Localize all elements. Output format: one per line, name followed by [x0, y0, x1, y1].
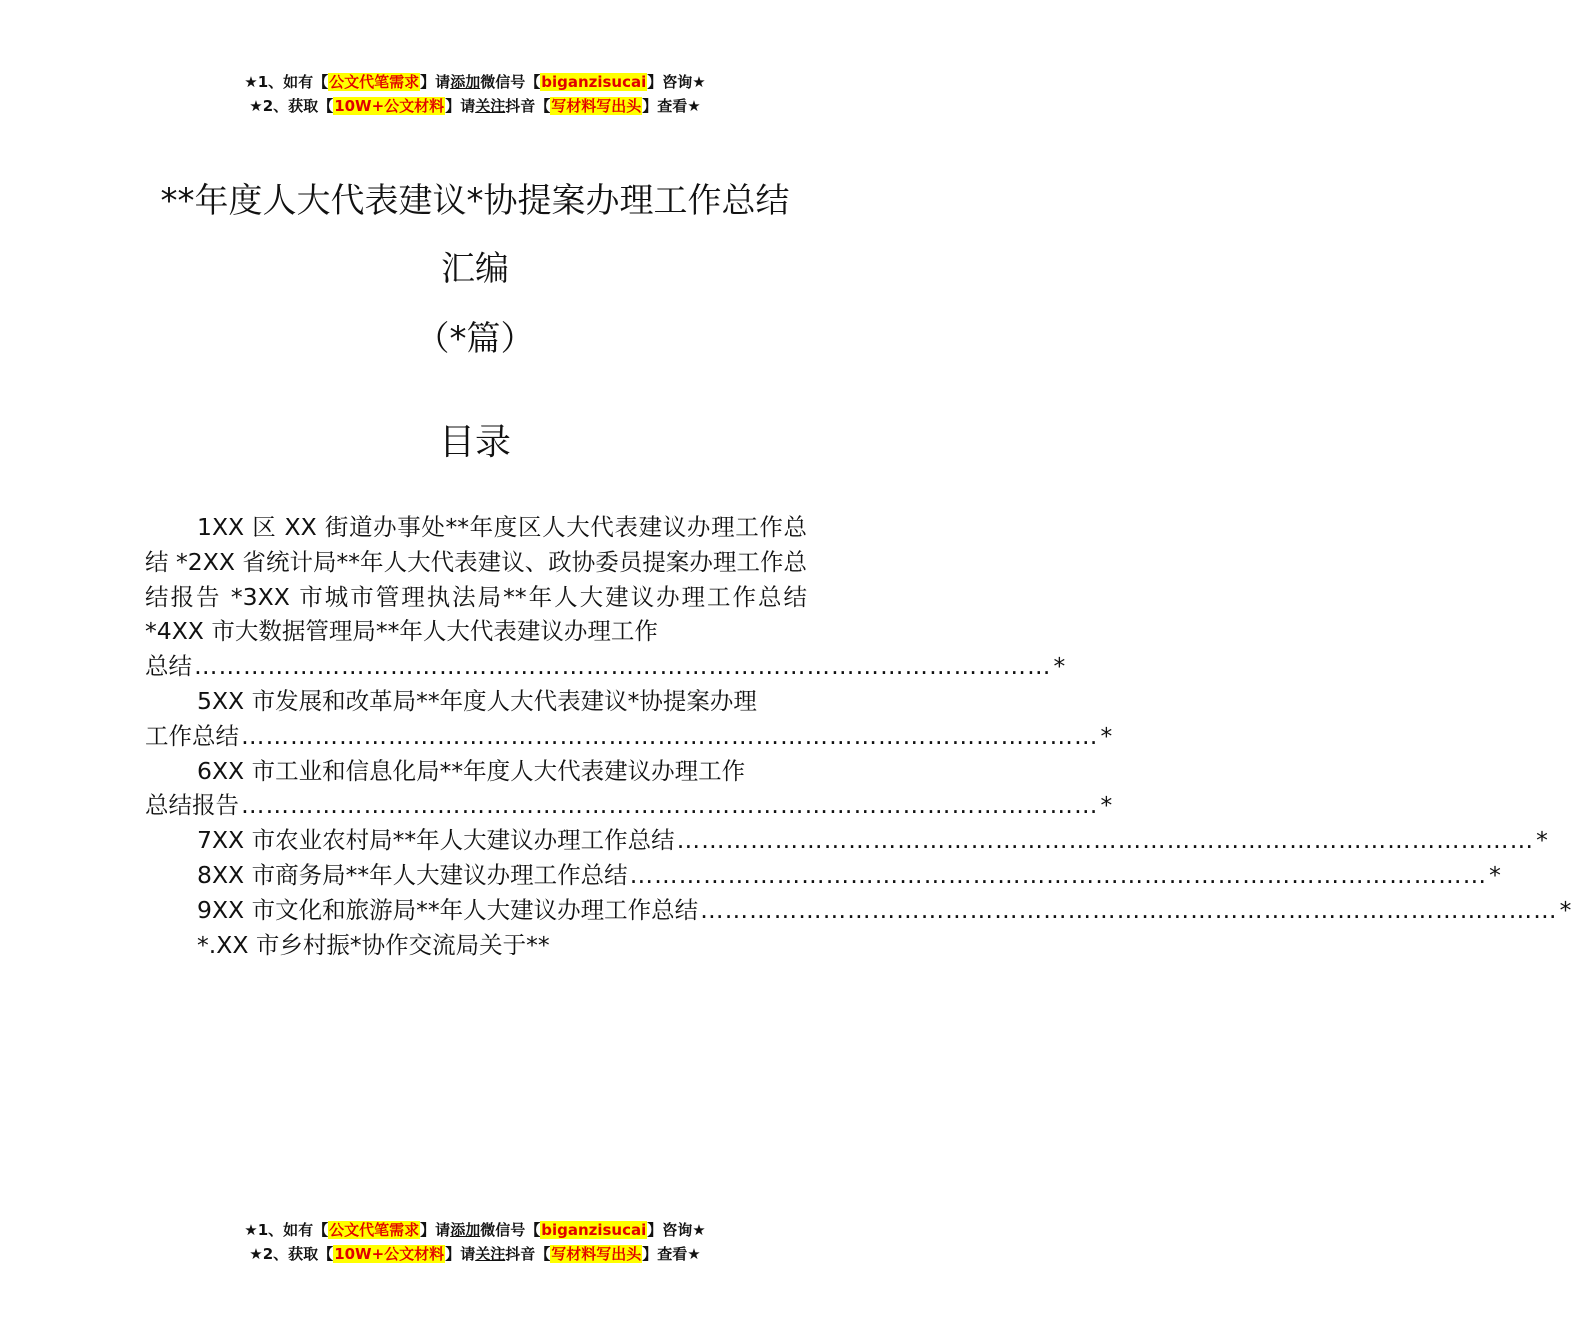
page-number: *: [1100, 721, 1113, 750]
leader-dots: ……………………………………………………………………………………………: [194, 652, 1052, 681]
document-title-continued: 汇编: [441, 249, 509, 289]
toc-entry-9[interactable]: 9XX 市文化和旅游局**年人大建议办理工作总结 …………………………………………………………………………………………… *: [145, 893, 807, 928]
toc-entry-5[interactable]: 工作总结 …………………………………………………………………………………………… *: [145, 719, 807, 754]
toc-intro-paragraph: 1XX 区 XX 街道办事处**年度区人大代表建议办理工作总结 *2XX 省统计局**年人大代表建议、政协委员提案办理工作总结报告 *3XX 市城市管理执法局**年人大建议办理工作总结 *4XX 市大数据管理局**年人大代表建议办理工作: [145, 513, 807, 646]
document-subtitle: （*篇）: [415, 319, 535, 359]
page-number: *: [1536, 826, 1548, 855]
table-of-contents: [145, 510, 1571, 962]
toc-entry-7[interactable]: 7XX 市农业农村局**年人大建议办理工作总结 …………………………………………………………………………………………… *: [145, 823, 807, 858]
toc-entry-6[interactable]: 总结报告 …………………………………………………………………………………………… *: [145, 788, 807, 823]
highlight-douyin: 写材料写出头: [551, 97, 642, 115]
leader-dots: ……………………………………………………………………………………………: [629, 860, 1488, 889]
toc-entry-10[interactable]: *.XX 市乡村振*协作交流局关于**: [197, 930, 550, 959]
highlight-materials: 10W+公文材料: [334, 97, 445, 115]
footer-banner: [0, 1218, 950, 1266]
toc-entry-6-line-1[interactable]: 6XX 市工业和信息化局**年度人大代表建议办理工作: [197, 756, 746, 785]
leader-dots: ……………………………………………………………………………………………: [241, 791, 1099, 820]
banner-line-1: ★1、如有【公文代笔需求】请添加微信号【biganzisucai】咨询★: [244, 1221, 706, 1239]
highlight-service: 公文代笔需求: [329, 1221, 420, 1239]
banner-line-1: ★1、如有【公文代笔需求】请添加微信号【biganzisucai】咨询★: [244, 73, 706, 91]
toc-entry-5-line-1[interactable]: 5XX 市发展和改革局**年度人大代表建议*协提案办理: [197, 686, 757, 715]
toc-entry-8[interactable]: 8XX 市商务局**年人大建议办理工作总结 …………………………………………………………………………………………… *: [145, 858, 807, 893]
leader-dots: ……………………………………………………………………………………………: [676, 826, 1535, 855]
document-title: **年度人大代表建议*协提案办理工作总结: [160, 181, 790, 221]
header-banner: [0, 70, 950, 118]
highlight-wechat-id: biganzisucai: [541, 1221, 647, 1239]
highlight-materials: 10W+公文材料: [334, 1245, 445, 1263]
page-number: *: [1489, 860, 1501, 889]
leader-dots: ……………………………………………………………………………………………: [241, 721, 1099, 750]
page-number: *: [1100, 791, 1113, 820]
highlight-douyin: 写材料写出头: [551, 1245, 642, 1263]
banner-line-2: ★2、获取【10W+公文材料】请关注抖音【写材料写出头】查看★: [249, 97, 701, 115]
highlight-service: 公文代笔需求: [329, 73, 420, 91]
toc-heading: 目录: [438, 422, 511, 463]
page-number: *: [1559, 895, 1571, 924]
banner-line-2: ★2、获取【10W+公文材料】请关注抖音【写材料写出头】查看★: [249, 1245, 701, 1263]
highlight-wechat-id: biganzisucai: [541, 73, 647, 91]
leader-dots: ……………………………………………………………………………………………: [700, 895, 1558, 924]
page-number: *: [1053, 652, 1066, 681]
toc-entry-4-end[interactable]: 总结 …………………………………………………………………………………………… *: [145, 649, 807, 684]
